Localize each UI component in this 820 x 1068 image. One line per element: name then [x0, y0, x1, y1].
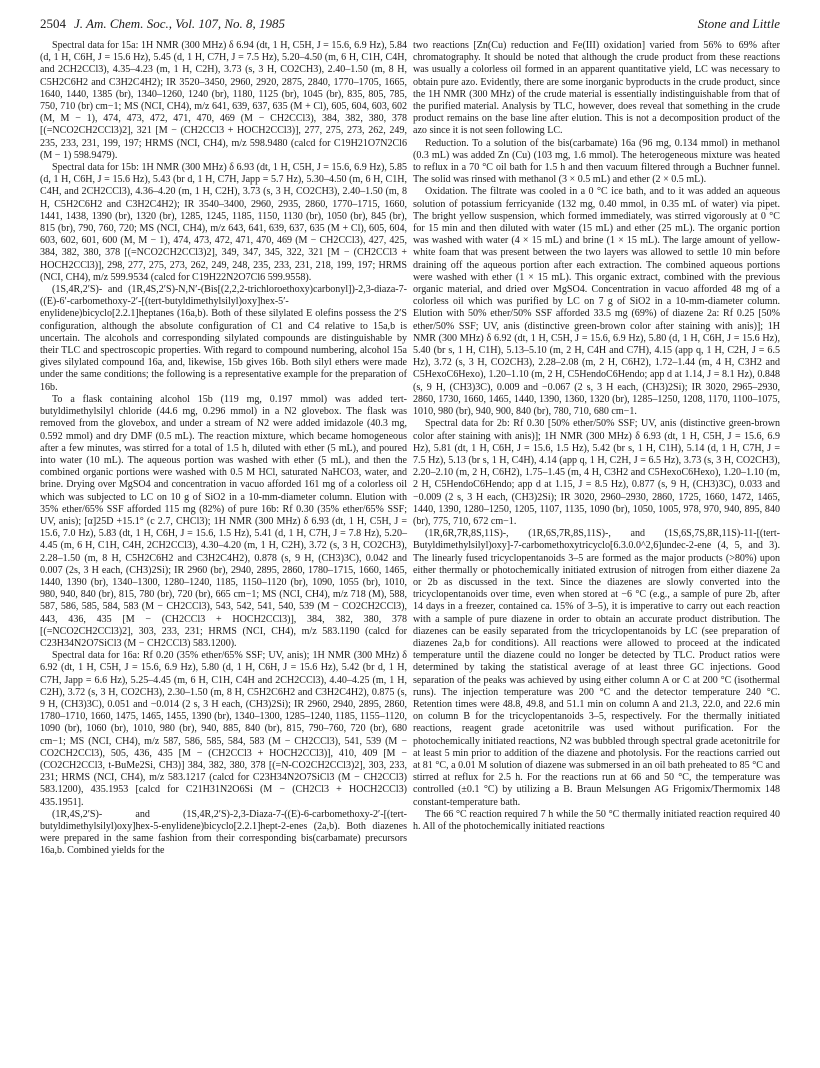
paragraph-continued: two reactions [Zn(Cu) reduction and Fe(III) oxidation] varied from 56% to 69% after chromatography. It should be noted that although the crude product from these reactions was usually a colorless oil formed in an apparent quantitative yield, LC was necessary to obtain pure azo. Evidently, there are some inorganic byproducts in the crude product, since the 1H NMR (300 MHz) of the crude material is essentially indistinguishable from that of the purified material. Analysis by TLC, however, does reveal that something in the crude product remains on the base line after elution. This is not a decomposition product of the azo since it is not seen following LC.	[413, 40, 780, 137]
paragraph-2ab-heading: (1R,4S,2′S)- and (1S,4R,2′S)-2,3-Diaza-7-((E)-6-carbomethoxy-2′-[(tert-butyldimethylsilyl)oxy]hex-5-enylidene)bicyclo[2.2.1]hept-2-enes (2a,b). Both diazenes were prepared in the same fashion from their corresponding bis(carbamate) precursors 16a,b. Combined yields for the	[40, 808, 407, 857]
left-column	[40, 40, 407, 858]
paragraph-15b-spectral: Spectral data for 15b: 1H NMR (300 MHz) δ 6.93 (dt, 1 H, C5H, J = 15.6, 6.9 Hz), 5.85 (d, 1 H, C6H, J = 15.6 Hz), 5.43 (br d, 1 H, C7H, Japp = 5.7 Hz), 5.30–4.50 (m, 6 H, C1H, C4H, and 2CH2CCl3), 4.36–4.20 (m, 1 H, C2H), 3.73 (s, 3 H, CO2CH3), 2.40–1.50 (m, 8 H, C5H2C6H2 and C3H2C4H2); IR 3540–3400, 2960, 2935, 2860, 1770–1715, 1660, 1441, 1438, 1390 (br), 1320 (br), 1285, 1245, 1185, 1150, 1130 (br), 1050 (br), 845 (br), 815 (br), 790, 760, 720; MS (NCI, CH4), m/z 643, 641, 639, 637, 635 (M + Cl), 605, 604, 603, 602, 601, 600 (M, M − 1), 474, 473, 472, 471, 470, 469 (M − CH2CCl3), 427, 425, 384, 382, 380, 378 [(=NCO2CH2CCl3)2], 349, 347, 345, 322, 321 [M − (CH2CCl3 + HOCH2CCl3)], 298, 277, 275, 273, 262, 249, 248, 235, 233, 231, 218, 199, 197; HRMS (NCI, CH4), m/z 599.9534 (calcd for C19H22N2O7Cl6 599.9558).	[40, 162, 407, 283]
paragraph-16a-spectral: Spectral data for 16a: Rf 0.20 (35% ether/65% SSF; UV, anis); 1H NMR (300 MHz) δ 6.92 (dt, 1 H, C5H, J = 15.6, 6.9 Hz), 5.80 (d, 1 H, C6H, J = 15.6 Hz), 5.42 (br d, 1 H, C7H, Japp = 6.6 Hz), 5.25–4.45 (m, 6 H, C1H, C4H and 2CH2CCl3), 4.40–4.25 (m, 1 H, C2H), 3.72 (s, 3 H, CO2CH3), 2.30–1.50 (m, 8 H, C5H2C6H2 and C3H2C4H2), 0.875 (s, 9 H, (CH3)3C), 0.051 and −0.014 (2 s, 3 H each, (CH3)2Si); IR 2960, 2940, 2895, 2860, 1780–1710, 1660, 1475, 1465, 1455, 1390 (br), 1340–1300, 1285–1240, 1185, 1155–1120, 1090 (br), 1060 (br), 1010, 980 (br), 940, 885, 840 (br), 815, 790–760, 720 (br), 680 cm−1; MS (NCI, CH4), m/z 587, 586, 585, 584, 583 (M − CH2CCl3), 541, 539 (M − CO2CH2CCl3), 505, 436, 435 [M − (CH2CCl3 + HOCH2CCl3)], 410, 409 [M − (CO2CH2CCl3, t-BuMe2Si, CH3)] 384, 382, 380, 378 [(=N-CO2CH2CCl3)2], 303, 233, 231; HRMS (NCI, CH4), m/z 583.1217 (calcd for C23H34N2O7SiCl3 (M − CH2CCl3) 583.1200), 435.1953 [calcd for C21H31N2O6Si (M − (CH2Cl3 + HOCH2CCl3) 435.1951].	[40, 650, 407, 808]
running-header	[40, 14, 780, 36]
paragraph-16ab-heading: (1S,4R,2′S)- and (1R,4S,2′S)-N,N′-(Bis[(2,2,2-trichloroethoxy)carbonyl])-2,3-diaza-7-((E)-6′-carbomethoxy-2′-[(tert-butyldimethylsilyl)oxy]hex-5′-enylidene)bicyclo[2.2.1]heptanes (16a,b). Both of these silylated E olefins possess the 2′S configuration, although the absolute configuration of C1 and C4 relative to 15a,b is uncertain. The alcohols and corresponding silylated compounds are distinguishable by their TLC and spectroscopic properties. With regard to compound numbering, alcohol 15a gives silylated compound 16a, and, likewise, 15b gives 16b. Both silyl ethers were made under the same conditions; the following is a representative example for the preparation of 16b.	[40, 284, 407, 393]
journal-citation: J. Am. Chem. Soc., Vol. 107, No. 8, 1985	[74, 16, 285, 31]
running-authors: Stone and Little	[697, 16, 780, 31]
page-number: 2504	[40, 16, 66, 31]
paragraph-oxidation: Oxidation. The filtrate was cooled in a 0 °C ice bath, and to it was added an aqueous solution of potassium ferricyanide (132 mg, 0.40 mmol, in 0.35 mL of water) via pipet. The bright yellow suspension, which formed immediately, was stirred vigorously at 0 °C for 15 min and then diluted with water (15 mL) and ether (25 mL). The organic portion was washed with water (4 × 15 mL) and brine (1 × 15 mL). The large amount of yellow-white foam that was present between the two layers was allowed to settle 10 min before draining off the aqueous portion after each extraction. The combined aqueous portions were washed with ether (1 × 15 mL). This organic extract, combined with the previous organic material, and dried over MgSO4. Concentration in vacuo afforded 48 mg of a colorless oil which was purified by LC on 7 g of SiO2 in a 10-mm-diameter column. Elution with 50% ether/50% SSF afforded 33.5 mg (69%) of diazene 2a: Rf 0.25 [50% ether/50% SSF; UV, anis (distinctive green-brown color after staining with anis)]; 1H NMR (300 MHz) δ 6.92 (dt, 1 H, C5H, J = 15.6, 6.9 Hz), 5.80 (d, 1 H, C6H, J = 15.6 Hz), 5.40 (br s, 1 H, C1H), 5.13–5.10 (m, 2 H, C4H and C7H), 4.15 (app q, 1 H, C2H, J = 6.5 Hz), 3.72 (s, 3 H, CO2CH3), 2.28–2.08 (m, 2 H, C6H2), 1.72–1.44 (m, 4 H, C3H2 and C5HexoC6Hexo), 1.20–1.10 (m, 2 H, C5HendoC6Hendo; app d at 1.14, J = 8.1 Hz), 0.848 (s, 9 H, (CH3)3C), 0.009 and −0.067 (2 s, 3 H each, (CH3)2Si); IR 3020, 2965–2930, 2860, 1730, 1660, 1465, 1440, 1390, 1360, 1320 (br), 1285–1250, 1208, 1170, 1100–1075, 1010, 980 (br), 940, 900, 840 (br), 780, 710, 680 cm−1.	[413, 186, 780, 418]
paragraph-final: The 66 °C reaction required 7 h while the 50 °C thermally initiated reaction required 40 h. All of the photochemically initiated reactions	[413, 808, 780, 832]
paragraph-2b-spectral: Spectral data for 2b: Rf 0.30 [50% ether/50% SSF; UV, anis (distinctive green-brown color after staining with anis)]; 1H NMR (300 MHz) δ 6.93 (dt, 1 H, C5H, J = 15.6, 6.9 Hz), 5.81 (dt, 1 H, C6H, J = 15.6, 1.5 Hz), 5.42 (br s, 1 H, C1H), 5.14 (d, 1 H, C7H, J = 7.5 Hz), 5.13 (br s, 1 H, C4H), 4.14 (app q, 1 H, C2H, J = 6.5 Hz), 3.73 (s, 3 H, CO2CH3), 2.20–2.10 (m, 2 H, C6H2), 1.75–1.45 (m, 4 H, C3H2 and C5HexoC6Hexo), 1.20–1.10 (m, 2 H, C5HendoC6Hendo; app d at 1.15, J = 8.5 Hz), 0.877 (s, 9 H, (CH3)3C), 0.033 and −0.009 (2 s, 3 H each, (CH3)2Si); IR 3020, 2960–2930, 2860, 1725, 1660, 1472, 1465, 1440, 1390, 1280–1250, 1205, 1107, 1135, 1090 (br), 1050, 1005, 978, 970, 940, 895, 840 (br), 775, 710, 672 cm−1.	[413, 418, 780, 527]
paragraph-tricyclo-heading: (1R,6R,7R,8S,11S)-, (1R,6S,7R,8S,11S)-, and (1S,6S,7S,8R,11S)-11-[(tert-Butyldimethylsilyl)oxy]-7-carbomethoxytricyclo[6.3.0.0^2,6]undec-2-ene (4, 5, and 3). The linearly fused tricyclopentanoids 3–5 are formed as the major products (>80%) upon either thermally or photochemically initiated extrusion of nitrogen from either diazene 2a or 2b as discussed in the text. Since the diazenes are slowly converted into the tricyclopentanoids over time, even when stored at −6 °C (e.g., a sample of pure 2b, after 14 days in a freezer, contained ca. 15% of 3–5), it is imperative to carry out each reaction with a sample of pure diazene in order to obtain an accurate product distribution. The diazenes can be easily separated from the tricyclopentanoids by LC (see preparation of diazenes 2a,b for conditions). All reactions were allowed to proceed at the indicated temperature until the diazene could no longer be detected by TLC. Product ratios were determined by taking the statistical average of at least three GC injections. Good separation of the peaks was achieved by using either column A or C at 200 °C (isothermal runs). The injection temperature was 200 °C and the detector temperature 240 °C. Retention times were 48.8, 49.8, and 51.1 min on column A and 21.3, 22.0, and 22.6 min on column B for the tricyclopentanoids 3–5, respectively. For the thermally initiated reactions, reagent grade acetonitrile was used without purification. For the photochemically initiated reactions, N2 was bubbled through spectral grade acetonitrile for at least 5 min prior to addition of the diazene and photolysis. For the reactions carried out at 81 °C, a 0.01 M solution of diazene was submersed in an oil bath preheated to 85 °C and stirred at reflux for 2.5 h. For the reactions run at 66 and 50 °C, the temperature was controlled (±0.1 °C) by utilizing a B. Braun Melsungen AG Frigomix/Thermomix 148 constant-temperature bath.	[413, 528, 780, 808]
right-column	[413, 40, 780, 833]
paragraph-16b-prep: To a flask containing alcohol 15b (119 mg, 0.197 mmol) was added tert-butyldimethylsilyl chloride (44.6 mg, 0.296 mmol) in a N2 glovebox. The flask was removed from the glovebox, and under a stream of N2 were added imidazole (40.3 mg, 0.592 mmol) and dry DMF (0.5 mL). The reaction mixture, which became homogeneous after a few minutes, was stirred for a total of 1.5 h, diluted with ether (5 mL), and poured into water (10 mL). The aqueous portion was washed with ether (5 mL), and then the combined organic portions were washed with 0.5 M HCl, saturated NaHCO3, water, and brine. Drying over MgSO4 and concentration in vacuo afforded 161 mg of a colorless oil which was subjected to LC on 10 g of SiO2 in a 10-mm-diameter column. Elution with 35% ether/65% SSF afforded 115 mg (82%) of pure 16b: Rf 0.30 (35% ether/65% SSF; UV, anis); [α]25D +15.1° (c 2.7, CHCl3); 1H NMR (300 MHz) δ 6.93 (dt, 1 H, C5H, J = 15.6, 7.0 Hz), 5.83 (dt, 1 H, C6H, J = 15.6, 1.5 Hz), 5.41 (d, 1 H, C7H, J = 7.8 Hz), 5.20–4.45 (m, 6 H, C1H, C4H, 2CH2CCl3), 4.30–4.20 (m, 1 H, C2H), 3.72 (s, 3 H, CO2CH3), 2.28–1.50 (m, 8 H, C5H2C6H2 and C3H2C4H2), 0.878 (s, 9 H, (CH3)3C), 0.042 and 0.007 (2s, 3 H each, (CH3)2Si); IR 2960 (br), 2940, 2895, 2860, 1780–1715, 1660, 1465, 1440, 1390 (br), 1340–1300, 1280–1240, 1185, 1150–1120 (br), 1090, 1055 (br), 1010, 980, 940, 840 (br), 815, 780 (br), 720 (br), 665 cm−1; MS (NCI, CH4), m/z 718 (M), 588, 587, 586, 585, 584, 583 (M − CH2CCl3), 543, 542, 541, 540, 539 (M − CO2CH2CCl3), 443, 436, 435 [M − (CH2CCl3 + HOCH2CCl3)], 384, 382, 380, 378 [(=NCO2CH2CCl3)2], 303, 233, 231; HRMS (NCI, CH4), m/z 583.1190 (calcd for C23H34N2O7SiCl3 (M − CH2CCl3) 583.1200).	[40, 393, 407, 649]
paragraph-reduction: Reduction. To a solution of the bis(carbamate) 16a (96 mg, 0.134 mmol) in methanol (0.3 mL) was added Zn (Cu) (103 mg, 1.6 mmol). The heterogeneous mixture was heated to reflux in a 70 °C oil bath for 1.5 h and then vacuum filtered through a Buchner funnel. The solid was rinsed with methanol (3 × 0.5 mL) and ether (2 × 0.5 mL).	[413, 137, 780, 186]
paragraph-15a-spectral: Spectral data for 15a: 1H NMR (300 MHz) δ 6.94 (dt, 1 H, C5H, J = 15.6, 6.9 Hz), 5.84 (d, 1 H, C6H, J = 15.6 Hz), 5.45 (d, 1 H, C7H, J = 7.5 Hz), 5.20–4.50 (m, 6 H, C1H, C4H, and 2CH2CCl3), 4.35–4.23 (m, 1 H, C2H), 3.73 (s, 3 H, CO2CH3), 2.40–1.50 (m, 8 H, C5H2C6H2 and C3H2C4H2); IR 3520–3450, 2960, 2920, 2875, 2840, 1770–1705, 1665, 1640, 1440, 1385 (br), 1340–1260, 1240 (br), 1180, 1125 (br), 1045 (br), 835, 805, 785, 750, 710 (br) cm−1; MS (NCI, CH4), m/z 641, 639, 637, 635 (M + Cl), 605, 604, 603, 602 (M, M − 1), 474, 473, 472, 471, 470, 469 (M − CH2CCl3), 384, 382, 380, 378 [(=NCO2CH2CCl3)2], 321 [M − (CH2CCl3 + HOCH2CCl3)], 277, 275, 273, 262, 249, 235, 233, 231, 199, 197; HRMS (NCI, CH4), m/z 598.9480 (calcd for C19H21O7N2Cl6 (M − 1) 598.9479).	[40, 40, 407, 161]
